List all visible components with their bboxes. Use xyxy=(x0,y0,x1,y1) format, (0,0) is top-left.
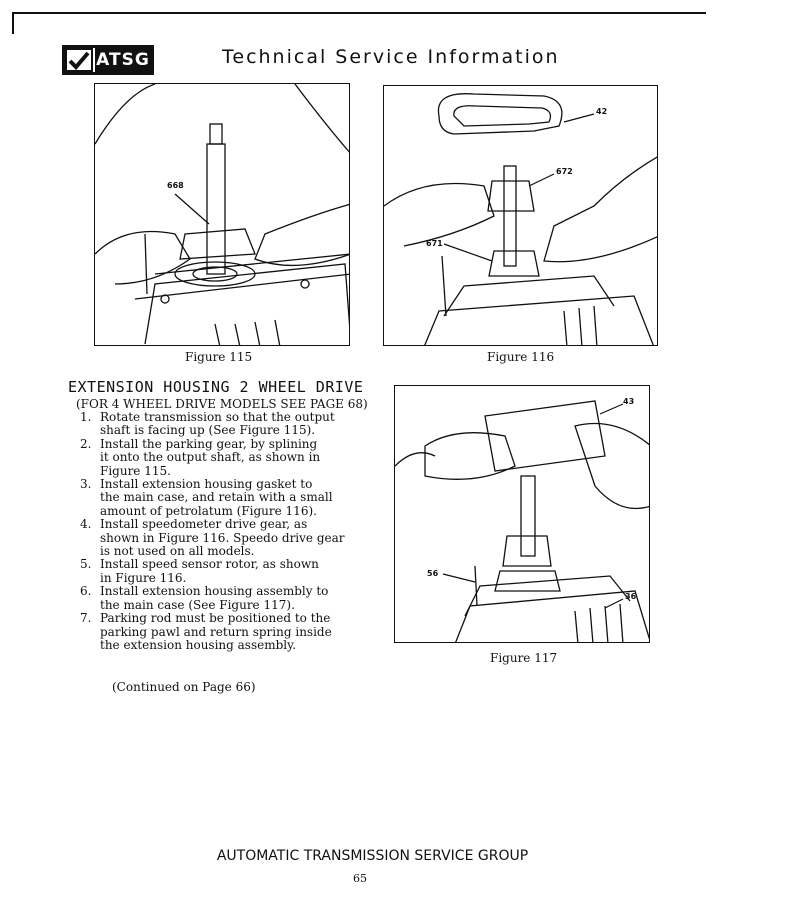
checkmark-icon xyxy=(65,48,93,72)
callout-668: 668 xyxy=(167,181,184,190)
figure-116-illustration xyxy=(383,85,658,346)
step-text: Parking rod must be positioned to the parking pawl and return spring inside the extension housing assembly. xyxy=(100,611,332,652)
page-number: 65 xyxy=(353,872,367,885)
step-item xyxy=(80,612,380,652)
step-text: Install extension housing assembly to the main case (See Figure 117). xyxy=(100,584,329,612)
step-number: 4. xyxy=(80,517,92,532)
step-item xyxy=(80,438,380,478)
figure-115-caption: Figure 115 xyxy=(185,350,253,364)
step-item xyxy=(80,558,380,585)
section-title: EXTENSION HOUSING 2 WHEEL DRIVE xyxy=(68,378,364,396)
procedure-steps xyxy=(80,411,380,652)
step-number: 3. xyxy=(80,477,92,492)
continued-note: (Continued on Page 66) xyxy=(112,680,256,694)
step-text: Install the parking gear, by splining it onto the output shaft, as shown in Figure 115. xyxy=(100,436,321,478)
step-number: 6. xyxy=(80,584,92,599)
figure-116-caption: Figure 116 xyxy=(487,350,555,364)
step-number: 7. xyxy=(80,611,92,626)
callout-36: 36 xyxy=(625,592,637,601)
figure-115-illustration xyxy=(94,83,350,346)
callout-43: 43 xyxy=(623,397,635,406)
step-text: Rotate transmission so that the output shaft is facing up (See Figure 115). xyxy=(100,410,335,438)
step-item xyxy=(80,411,380,438)
step-text: Install speed sensor rotor, as shown in Figure 116. xyxy=(100,557,319,585)
callout-42: 42 xyxy=(596,107,608,116)
callout-672: 672 xyxy=(556,167,573,176)
page-title: Technical Service Information xyxy=(222,46,560,68)
section-subtitle: (FOR 4 WHEEL DRIVE MODELS SEE PAGE 68) xyxy=(76,397,368,411)
atsg-logo xyxy=(62,45,154,75)
step-item xyxy=(80,478,380,518)
step-number: 2. xyxy=(80,436,92,451)
figure-117-caption: Figure 117 xyxy=(490,651,558,665)
logo-text: ATSG xyxy=(96,50,150,70)
top-rule xyxy=(12,12,706,14)
left-rule xyxy=(12,12,14,34)
step-text: Install speedometer drive gear, as shown in Figure 116. Speedo drive gear is not used on all models. xyxy=(100,517,345,559)
callout-671: 671 xyxy=(426,239,443,248)
step-text: Install extension housing gasket to the main case, and retain with a small amount of petrolatum (Figure 116). xyxy=(100,477,333,518)
figure-117-illustration xyxy=(394,385,650,643)
step-item xyxy=(80,518,380,558)
step-item xyxy=(80,585,380,612)
callout-56: 56 xyxy=(427,569,439,578)
step-number: 1. xyxy=(80,410,92,424)
step-number: 5. xyxy=(80,557,92,572)
footer-title: AUTOMATIC TRANSMISSION SERVICE GROUP xyxy=(216,848,529,864)
